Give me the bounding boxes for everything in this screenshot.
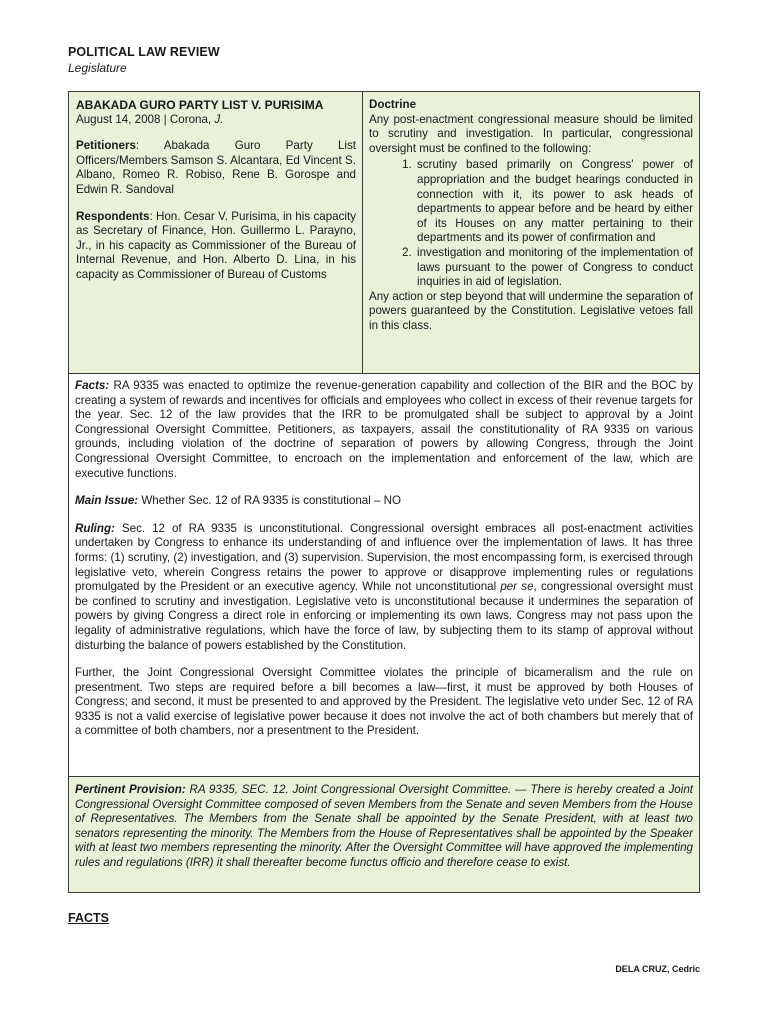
respondents-label: Respondents — [76, 209, 150, 223]
case-title: ABAKADA GURO PARTY LIST V. PURISIMA — [76, 98, 324, 112]
further-paragraph: Further, the Joint Congressional Oversight Committee violates the principle of bicameralism and the rule on presentment. Two steps are required before a bill becomes a law—first, it must be approved by both Houses of Congress; and second, it must be presented to and approved by the President. The legislative veto under Sec. 12 of RA 9335 is not a valid exercise of legislative power because it does not involve the act of both chambers but merely that of a committee of both chambers, nor a presentment to the President. — [75, 666, 693, 738]
petitioners: Petitioners: Abakada Guro Party List Officers/Members Samson S. Alcantara, Ed Vincent S. Albano, Romeo R. Robiso, Rene B. Gorospe and Edwin R. Sandoval — [76, 139, 356, 196]
case-body-cell — [68, 374, 700, 777]
doctrine-label: Doctrine — [369, 98, 417, 111]
petitioners-label: Petitioners — [76, 139, 136, 153]
author-footer: DELA CRUZ, Cedric — [615, 964, 700, 974]
doctrine-list — [369, 158, 693, 289]
provision-text: RA 9335, SEC. 12. Joint Congressional Oversight Committee. — There is hereby created a Joint Congressional Oversight Committee composed of seven Members from the Senate and seven Members from the House of Representatives. The Members from the Senate shall be appointed by the Senate President, with at least two senators representing the minority. The Members from the House of Representatives shall be appointed by the Speaker with at least two members representing the minority. After the Oversight Committee will have approved the implementing rules and regulations (IRR) it shall thereafter become functus officio and therefore cease to exist. — [75, 783, 693, 869]
document-title: POLITICAL LAW REVIEW — [68, 45, 220, 59]
doctrine-closing: Any action or step beyond that will undermine the separation of powers guaranteed by the Constitution. Legislative vetoes fall in this class. — [369, 289, 693, 332]
doctrine-item: 2. investigation and monitoring of the implementation of laws pursuant to the power of Congress to conduct inquiries in aid of legislation. — [415, 246, 693, 290]
case-summary-table — [68, 91, 700, 374]
facts-heading: FACTS — [68, 911, 109, 925]
pertinent-provision-cell — [68, 777, 700, 893]
respondents: Respondents: Hon. Cesar V. Purisima, in his capacity as Secretary of Finance, Hon. Guillermo L. Parayno, Jr., in his capacity as Commissioner of the Bureau of Internal Revenue, and Hon. Alberto D. Lina, in his capacity as Commissioner of Bureau of Customs — [76, 209, 356, 281]
facts-paragraph: Facts: RA 9335 was enacted to optimize the revenue-generation capability and collection of the BIR and the BOC by creating a system of rewards and incentives for officials and employees who collect in excess of their revenue targets for the year. Sec. 12 of the law provides that the IRR to be promulgated shall be subject to approval by a Joint Congressional Oversight Committee. Petitioners, as taxpayers, assail the constitutionality of RA 9335 on various grounds, including violation of the doctrine of separation of powers by allowing Congress, through the Joint Congressional Oversight Committee, to encroach on the implementation and enforcement of the law, which are executive functions. — [75, 379, 693, 480]
doctrine-cell — [363, 92, 699, 373]
doctrine-item: 1. scrutiny based primarily on Congress' power of appropriation and the budget hearings conducted in connection with it, its power to ask heads of departments to appear before and be heard by either of its Houses on any matter pertaining to their departments and its power of confirmation and — [415, 158, 693, 246]
doctrine-intro: Any post-enactment congressional measure should be limited to scrutiny and investigation. In particular, congressional oversight must be confined to the following: — [369, 112, 693, 155]
issue-paragraph: Main Issue: Whether Sec. 12 of RA 9335 is constitutional – NO — [75, 494, 402, 508]
case-date: August 14, 2008 | Corona, J. — [76, 112, 224, 126]
provision-label: Pertinent Provision: — [75, 783, 186, 796]
ruling-paragraph: Ruling: Sec. 12 of RA 9335 is unconstitutional. Congressional oversight embraces all post-enactment activities undertaken by Congress to enhance its understanding of and influence over the implementation of laws. It has three forms: (1) scrutiny, (2) investigation, and (3) supervision. Supervision, the most encompassing form, is exercised through legislative veto, wherein Congress retains the power to approve or disapprove implementing rules or regulations promulgated by the President or an executive agency. While not unconstitutional per se, congressional oversight must be confined to scrutiny and investigation. Legislative veto is unconstitutional because it undermines the separation of powers by giving Congress a direct role in enforcing or implementing its own laws. Congress may not pass upon the legality of administrative regulations, which have the force of law, by subjecting them to its stamp of approval without disturbing the balance of powers established by the Constitution. — [75, 521, 694, 652]
case-info-cell — [69, 92, 363, 373]
document-subtitle: Legislature — [68, 61, 127, 75]
